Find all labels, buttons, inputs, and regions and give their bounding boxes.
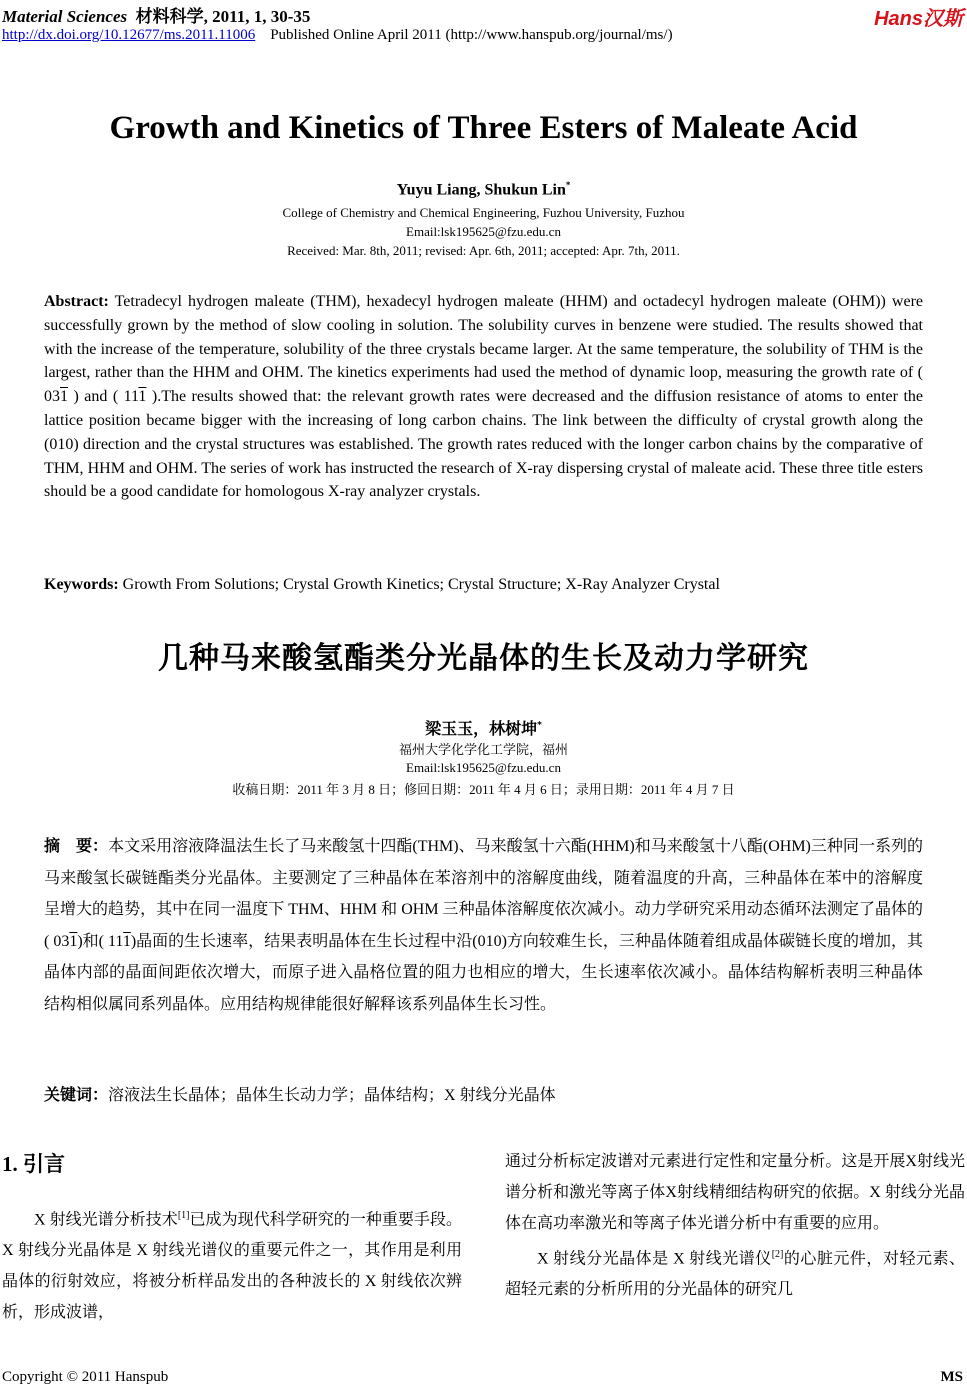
right-paragraph-2: X 射线分光晶体是 X 射线光谱仪[2]的心脏元件，对轻元素、超轻元素的分析所用的分光晶体的研究几 bbox=[505, 1249, 965, 1299]
chinese-email: Email:lsk195625@fzu.edu.cn bbox=[406, 760, 561, 775]
chinese-dates: 收稿日期：2011 年 3 月 8 日；修回日期：2011 年 4 月 6 日；录用日期：2011 年 4 月 7 日 bbox=[232, 782, 735, 797]
affiliation: College of Chemistry and Chemical Engineering, Fuzhou University, Fuzhou bbox=[282, 205, 685, 220]
received-dates: Received: Mar. 8th, 2011; revised: Apr. 6th, 2011; accepted: Apr. 7th, 2011. bbox=[287, 243, 680, 258]
paper-title: Growth and Kinetics of Three Esters of Maleate Acid bbox=[109, 110, 858, 146]
chinese-keywords: 关键词：溶液法生长晶体；晶体生长动力学；晶体结构；X 射线分光晶体 bbox=[44, 1085, 556, 1104]
hans-logo: Hans汉斯 bbox=[874, 8, 963, 30]
abstract: Abstract: Tetradecyl hydrogen maleate (THM), hexadecyl hydrogen maleate (HHM) and octadecyl hydrogen maleate (OHM)) were successfully grown by the method of slow cooling in solution. The solubility curves in benzene were studied. The results showed that with the increase of the temperature, solubility of the three crystals became larger. At the same temperature, the solubility of THM is the largest, rather than the HHM and OHM. The kinetics experiments had used the method of dynamic loop, measuring the growth rate of ( 031 ) and ( 111 ).The results showed that: the relevant growth rates were decreased and the diffusion resistance of atoms to enter the lattice position became bigger with the increasing of long carbon chains. The link between the difficulty of crystal growth along the (010) direction and the crystal structures was established. The growth rates reduced with the longer carbon chains by the comparative of THM, HHM and OHM. The series of work has instructed the research of X-ray dispersing crystal of maleate acid. These three title esters should be a good candidate for homologous X-ray analyzer crystals. bbox=[44, 293, 923, 501]
email: Email:lsk195625@fzu.edu.cn bbox=[406, 224, 561, 239]
chinese-authors: 梁玉玉，林树坤* bbox=[425, 719, 542, 738]
chinese-title: 几种马来酸氢酯类分光晶体的生长及动力学研究 bbox=[158, 641, 809, 676]
right-column-text: 通过分析标定波谱对元素进行定性和定量分析。这是开展X射线光谱分析和激光等离子体X射线精细结构研究的依据。X 射线分光晶体在高功率激光和等离子体光谱分析中有重要的应用。 X 射线分光晶体是 X 射线光谱仪[2]的心脏元件，对轻元素、超轻元素的分析所用的分光晶体的研究几 bbox=[505, 1146, 965, 1305]
left-column-text: X 射线光谱分析技术[1]已成为现代科学研究的一种重要手段。X 射线分光晶体是 X 射线光谱仪的重要元件之一，其作用是利用晶体的衍射效应，将被分析样品发出的各种波长的 X 射线依次辨析，形成波谱， bbox=[2, 1210, 462, 1322]
chinese-abstract: 摘 要：本文采用溶液降温法生长了马来酸氢十四酯(THM)、马来酸氢十六酯(HHM)和马来酸氢十八酯(OHM)三种同一系列的马来酸氢长碳链酯类分光晶体。主要测定了三种晶体在苯溶剂中的溶解度曲线，随着温度的升高，三种晶体在苯中的溶解度呈增大的趋势，其中在同一温度下 THM、HHM 和 OHM 三种晶体溶解度依次减小。动力学研究采用动态循环法测定了晶体的( 031)和( 111)晶面的生长速率，结果表明晶体在生长过程中沿(010)方向较难生长，三种晶体随着组成晶体碳链长度的增加，其晶体内部的晶面间距依次增大，而原子进入晶格位置的阻力也相应的增大，生长速率依次减小。晶体结构解析表明三种晶体结构相似属同系列晶体。应用结构规律能很好解释该系列晶体生长习性。 bbox=[44, 836, 923, 1013]
chinese-affiliation: 福州大学化学化工学院，福州 bbox=[398, 742, 568, 757]
journal-header: Material Sciences 材料科学, 2011, 1, 30-35 bbox=[2, 7, 311, 26]
copyright: Copyright © 2011 Hanspub bbox=[2, 1369, 169, 1385]
journal-abbr: MS bbox=[940, 1369, 963, 1385]
section-heading: 1. 引言 bbox=[2, 1152, 65, 1176]
doi-link[interactable]: http://dx.doi.org/10.12677/ms.2011.11006 bbox=[2, 27, 256, 43]
keywords: Keywords: Growth From Solutions; Crystal Growth Kinetics; Crystal Structure; X-Ray Analyzer Crystal bbox=[44, 576, 720, 593]
doi-line: http://dx.doi.org/10.12677/ms.2011.11006 Published Online April 2011 (http://www.hanspub.org/journal/ms/) bbox=[2, 27, 673, 43]
authors: Yuyu Liang, Shukun Lin* bbox=[396, 180, 571, 199]
